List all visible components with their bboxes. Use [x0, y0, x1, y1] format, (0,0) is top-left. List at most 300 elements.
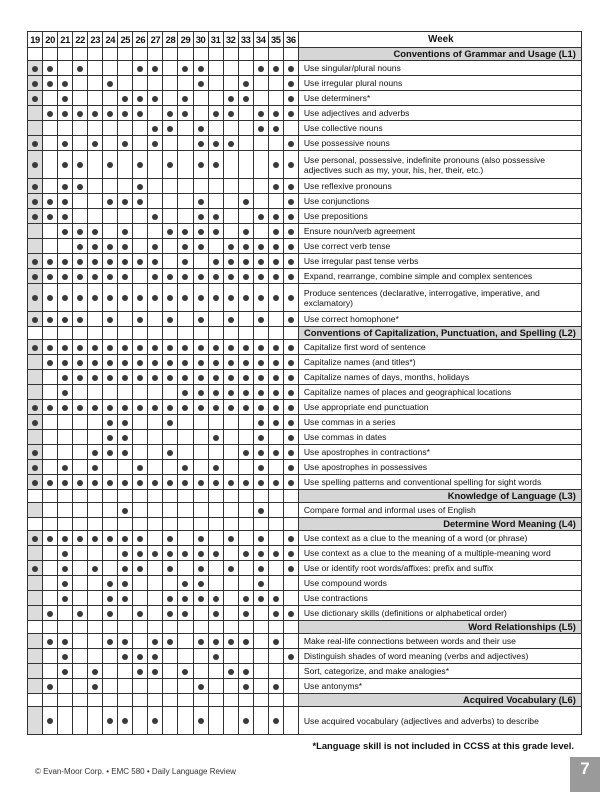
practice-dot-icon: [122, 508, 128, 514]
week-cell: [133, 591, 148, 606]
week-cell: [163, 106, 178, 121]
week-cell: [73, 385, 88, 400]
week-cell: [133, 546, 148, 561]
empty-cell: [208, 48, 223, 61]
week-cell: [223, 679, 238, 694]
week-cell: [58, 312, 73, 327]
week-cell: [193, 531, 208, 546]
practice-dot-icon: [77, 317, 83, 323]
practice-dot-icon: [47, 405, 53, 411]
week-cell: [118, 224, 133, 239]
week-cell: [253, 151, 268, 179]
skill-row: [28, 76, 582, 91]
skill-row: [28, 430, 582, 445]
practice-dot-icon: [273, 551, 279, 557]
week-cell: [193, 284, 208, 312]
week-cell: [103, 634, 118, 649]
week-cell: [253, 355, 268, 370]
week-cell: [178, 649, 193, 664]
week-cell: [28, 224, 43, 239]
practice-dot-icon: [258, 420, 264, 426]
week-cell: [253, 340, 268, 355]
practice-dot-icon: [182, 111, 188, 117]
week-cell: [238, 475, 253, 490]
week-cell: [178, 179, 193, 194]
practice-dot-icon: [198, 596, 204, 602]
week-cell: [73, 194, 88, 209]
practice-dot-icon: [92, 669, 98, 675]
week-cell: [253, 445, 268, 460]
practice-dot-icon: [77, 480, 83, 486]
empty-cell: [28, 327, 43, 340]
week-cell: [178, 707, 193, 735]
skill-label: Use irregular past tense verbs: [298, 254, 581, 269]
empty-cell: [208, 621, 223, 634]
practice-dot-icon: [258, 465, 264, 471]
practice-dot-icon: [77, 611, 83, 617]
week-cell: [223, 664, 238, 679]
week-cell: [43, 634, 58, 649]
week-cell: [88, 649, 103, 664]
practice-dot-icon: [258, 295, 264, 301]
week-cell: [193, 61, 208, 76]
week-number-header: 22: [73, 32, 88, 48]
empty-cell: [163, 48, 178, 61]
practice-dot-icon: [228, 405, 234, 411]
practice-dot-icon: [167, 229, 173, 235]
empty-cell: [118, 621, 133, 634]
week-cell: [133, 430, 148, 445]
week-cell: [118, 400, 133, 415]
week-cell: [208, 91, 223, 106]
week-cell: [103, 707, 118, 735]
empty-cell: [58, 621, 73, 634]
week-cell: [208, 121, 223, 136]
week-cell: [238, 239, 253, 254]
empty-cell: [43, 48, 58, 61]
week-cell: [118, 385, 133, 400]
week-cell: [283, 136, 298, 151]
week-cell: [43, 430, 58, 445]
practice-dot-icon: [47, 345, 53, 351]
week-cell: [118, 209, 133, 224]
week-cell: [193, 591, 208, 606]
practice-dot-icon: [62, 375, 68, 381]
empty-cell: [58, 518, 73, 531]
practice-dot-icon: [152, 96, 158, 102]
page-number: 7: [570, 757, 600, 792]
week-cell: [238, 284, 253, 312]
week-cell: [103, 385, 118, 400]
skill-row: [28, 370, 582, 385]
week-cell: [208, 606, 223, 621]
practice-dot-icon: [62, 669, 68, 675]
practice-dot-icon: [288, 317, 294, 323]
practice-dot-icon: [137, 199, 143, 205]
week-cell: [283, 224, 298, 239]
week-cell: [193, 664, 208, 679]
week-cell: [283, 430, 298, 445]
week-cell: [43, 61, 58, 76]
practice-dot-icon: [167, 450, 173, 456]
week-cell: [178, 400, 193, 415]
week-cell: [268, 707, 283, 735]
empty-cell: [268, 490, 283, 503]
week-cell: [133, 370, 148, 385]
practice-dot-icon: [182, 295, 188, 301]
week-cell: [28, 679, 43, 694]
practice-dot-icon: [47, 639, 53, 645]
week-cell: [58, 209, 73, 224]
week-cell: [148, 312, 163, 327]
week-cell: [88, 355, 103, 370]
skill-label: Use collective nouns: [298, 121, 581, 136]
week-cell: [268, 151, 283, 179]
week-cell: [73, 460, 88, 475]
week-cell: [58, 634, 73, 649]
week-cell: [58, 460, 73, 475]
empty-cell: [43, 490, 58, 503]
practice-dot-icon: [273, 274, 279, 280]
empty-cell: [133, 490, 148, 503]
week-number-header: 35: [268, 32, 283, 48]
practice-dot-icon: [62, 345, 68, 351]
week-cell: [103, 106, 118, 121]
empty-cell: [193, 694, 208, 707]
week-cell: [133, 503, 148, 518]
empty-cell: [73, 490, 88, 503]
section-title: Determine Word Meaning (L4): [298, 518, 581, 531]
practice-dot-icon: [288, 81, 294, 87]
week-cell: [238, 561, 253, 576]
practice-dot-icon: [62, 162, 68, 168]
practice-dot-icon: [198, 199, 204, 205]
practice-dot-icon: [137, 295, 143, 301]
practice-dot-icon: [77, 360, 83, 366]
week-number-header: 25: [118, 32, 133, 48]
practice-dot-icon: [32, 536, 38, 542]
week-cell: [28, 239, 43, 254]
practice-dot-icon: [198, 375, 204, 381]
empty-cell: [223, 490, 238, 503]
week-cell: [28, 121, 43, 136]
week-cell: [193, 370, 208, 385]
week-cell: [88, 546, 103, 561]
week-cell: [133, 460, 148, 475]
practice-dot-icon: [47, 295, 53, 301]
week-cell: [253, 475, 268, 490]
empty-cell: [118, 327, 133, 340]
week-cell: [178, 503, 193, 518]
practice-dot-icon: [107, 375, 113, 381]
practice-dot-icon: [213, 639, 219, 645]
practice-dot-icon: [213, 375, 219, 381]
practice-dot-icon: [243, 639, 249, 645]
week-cell: [58, 664, 73, 679]
week-cell: [43, 561, 58, 576]
week-cell: [103, 649, 118, 664]
week-cell: [133, 91, 148, 106]
week-cell: [28, 136, 43, 151]
practice-dot-icon: [62, 360, 68, 366]
practice-dot-icon: [152, 551, 158, 557]
week-cell: [208, 312, 223, 327]
practice-dot-icon: [273, 162, 279, 168]
week-number-header: 23: [88, 32, 103, 48]
week-cell: [193, 76, 208, 91]
week-cell: [148, 151, 163, 179]
week-cell: [103, 76, 118, 91]
practice-dot-icon: [122, 295, 128, 301]
practice-dot-icon: [243, 375, 249, 381]
skill-row: [28, 634, 582, 649]
week-cell: [283, 106, 298, 121]
week-cell: [58, 679, 73, 694]
week-cell: [253, 61, 268, 76]
week-cell: [58, 76, 73, 91]
section-header-row: [28, 518, 582, 531]
week-cell: [283, 415, 298, 430]
practice-dot-icon: [167, 295, 173, 301]
week-cell: [238, 415, 253, 430]
practice-dot-icon: [62, 654, 68, 660]
week-cell: [163, 430, 178, 445]
week-cell: [103, 445, 118, 460]
week-cell: [193, 649, 208, 664]
week-cell: [208, 634, 223, 649]
week-cell: [223, 460, 238, 475]
skill-row: [28, 269, 582, 284]
week-cell: [118, 151, 133, 179]
practice-dot-icon: [243, 551, 249, 557]
week-cell: [178, 606, 193, 621]
practice-dot-icon: [198, 244, 204, 250]
empty-cell: [118, 694, 133, 707]
week-cell: [283, 576, 298, 591]
week-cell: [178, 224, 193, 239]
week-cell: [238, 707, 253, 735]
practice-dot-icon: [152, 274, 158, 280]
skill-row: [28, 151, 582, 179]
practice-dot-icon: [243, 480, 249, 486]
practice-dot-icon: [228, 244, 234, 250]
skill-row: [28, 561, 582, 576]
week-cell: [103, 121, 118, 136]
week-cell: [223, 254, 238, 269]
week-cell: [58, 561, 73, 576]
practice-dot-icon: [122, 111, 128, 117]
week-cell: [163, 209, 178, 224]
week-cell: [43, 707, 58, 735]
week-cell: [103, 415, 118, 430]
week-cell: [28, 91, 43, 106]
week-cell: [283, 370, 298, 385]
practice-dot-icon: [47, 274, 53, 280]
week-cell: [178, 91, 193, 106]
practice-dot-icon: [213, 162, 219, 168]
empty-cell: [73, 327, 88, 340]
week-cell: [178, 385, 193, 400]
practice-dot-icon: [258, 551, 264, 557]
week-cell: [88, 503, 103, 518]
practice-dot-icon: [122, 405, 128, 411]
week-cell: [283, 61, 298, 76]
week-cell: [208, 400, 223, 415]
week-cell: [148, 561, 163, 576]
skill-label: Use contractions: [298, 591, 581, 606]
practice-dot-icon: [288, 551, 294, 557]
week-cell: [208, 546, 223, 561]
week-cell: [88, 664, 103, 679]
empty-cell: [268, 518, 283, 531]
week-cell: [268, 591, 283, 606]
week-cell: [178, 460, 193, 475]
week-cell: [163, 61, 178, 76]
practice-dot-icon: [137, 375, 143, 381]
practice-dot-icon: [77, 295, 83, 301]
practice-dot-icon: [77, 536, 83, 542]
practice-dot-icon: [182, 96, 188, 102]
skill-row: [28, 254, 582, 269]
practice-dot-icon: [213, 259, 219, 265]
skill-label: Capitalize names of places and geographical locations: [298, 385, 581, 400]
week-cell: [148, 355, 163, 370]
practice-dot-icon: [228, 295, 234, 301]
week-cell: [118, 576, 133, 591]
week-cell: [238, 312, 253, 327]
week-cell: [208, 475, 223, 490]
week-cell: [253, 649, 268, 664]
week-cell: [268, 209, 283, 224]
practice-dot-icon: [288, 465, 294, 471]
practice-dot-icon: [213, 295, 219, 301]
week-cell: [43, 121, 58, 136]
week-cell: [58, 415, 73, 430]
week-cell: [208, 269, 223, 284]
week-cell: [43, 591, 58, 606]
practice-dot-icon: [288, 654, 294, 660]
week-cell: [148, 284, 163, 312]
skill-label: Use context as a clue to the meaning of a multiple-meaning word: [298, 546, 581, 561]
skill-label: Use correct verb tense: [298, 239, 581, 254]
week-cell: [208, 106, 223, 121]
week-cell: [43, 284, 58, 312]
week-cell: [88, 151, 103, 179]
practice-dot-icon: [198, 405, 204, 411]
practice-dot-icon: [107, 420, 113, 426]
week-cell: [193, 385, 208, 400]
practice-dot-icon: [228, 390, 234, 396]
practice-dot-icon: [213, 141, 219, 147]
practice-dot-icon: [62, 390, 68, 396]
practice-dot-icon: [47, 199, 53, 205]
practice-dot-icon: [273, 718, 279, 724]
week-cell: [103, 136, 118, 151]
empty-cell: [178, 621, 193, 634]
week-number-header: 26: [133, 32, 148, 48]
practice-dot-icon: [288, 274, 294, 280]
week-cell: [118, 460, 133, 475]
week-cell: [163, 634, 178, 649]
practice-dot-icon: [273, 596, 279, 602]
week-cell: [88, 312, 103, 327]
practice-dot-icon: [198, 345, 204, 351]
week-cell: [28, 591, 43, 606]
skill-row: [28, 664, 582, 679]
practice-dot-icon: [77, 274, 83, 280]
week-cell: [88, 591, 103, 606]
week-cell: [283, 561, 298, 576]
practice-dot-icon: [62, 214, 68, 220]
week-cell: [223, 91, 238, 106]
week-cell: [208, 707, 223, 735]
empty-cell: [133, 621, 148, 634]
week-cell: [73, 415, 88, 430]
practice-dot-icon: [122, 566, 128, 572]
practice-dot-icon: [62, 96, 68, 102]
empty-cell: [238, 327, 253, 340]
skill-row: [28, 136, 582, 151]
week-cell: [133, 679, 148, 694]
practice-dot-icon: [92, 111, 98, 117]
week-cell: [268, 546, 283, 561]
practice-dot-icon: [77, 184, 83, 190]
empty-cell: [253, 694, 268, 707]
week-cell: [28, 649, 43, 664]
week-cell: [208, 224, 223, 239]
week-cell: [238, 679, 253, 694]
practice-dot-icon: [107, 345, 113, 351]
week-cell: [148, 340, 163, 355]
week-cell: [268, 576, 283, 591]
week-cell: [238, 151, 253, 179]
empty-cell: [253, 48, 268, 61]
practice-dot-icon: [213, 274, 219, 280]
week-cell: [103, 664, 118, 679]
week-cell: [58, 576, 73, 591]
week-cell: [238, 91, 253, 106]
week-cell: [208, 503, 223, 518]
week-cell: [88, 370, 103, 385]
practice-dot-icon: [182, 274, 188, 280]
practice-dot-icon: [198, 566, 204, 572]
empty-cell: [118, 518, 133, 531]
week-cell: [163, 340, 178, 355]
week-cell: [148, 179, 163, 194]
week-cell: [253, 224, 268, 239]
week-cell: [148, 224, 163, 239]
week-cell: [283, 400, 298, 415]
empty-cell: [73, 694, 88, 707]
week-cell: [58, 269, 73, 284]
empty-cell: [253, 518, 268, 531]
week-cell: [223, 546, 238, 561]
week-cell: [58, 385, 73, 400]
empty-cell: [208, 490, 223, 503]
practice-dot-icon: [198, 317, 204, 323]
practice-dot-icon: [273, 229, 279, 235]
week-cell: [28, 503, 43, 518]
week-cell: [268, 370, 283, 385]
skill-label: Use irregular plural nouns: [298, 76, 581, 91]
week-cell: [283, 269, 298, 284]
week-cell: [73, 707, 88, 735]
practice-dot-icon: [258, 566, 264, 572]
practice-dot-icon: [228, 375, 234, 381]
week-cell: [238, 460, 253, 475]
week-cell: [283, 664, 298, 679]
week-cell: [208, 445, 223, 460]
